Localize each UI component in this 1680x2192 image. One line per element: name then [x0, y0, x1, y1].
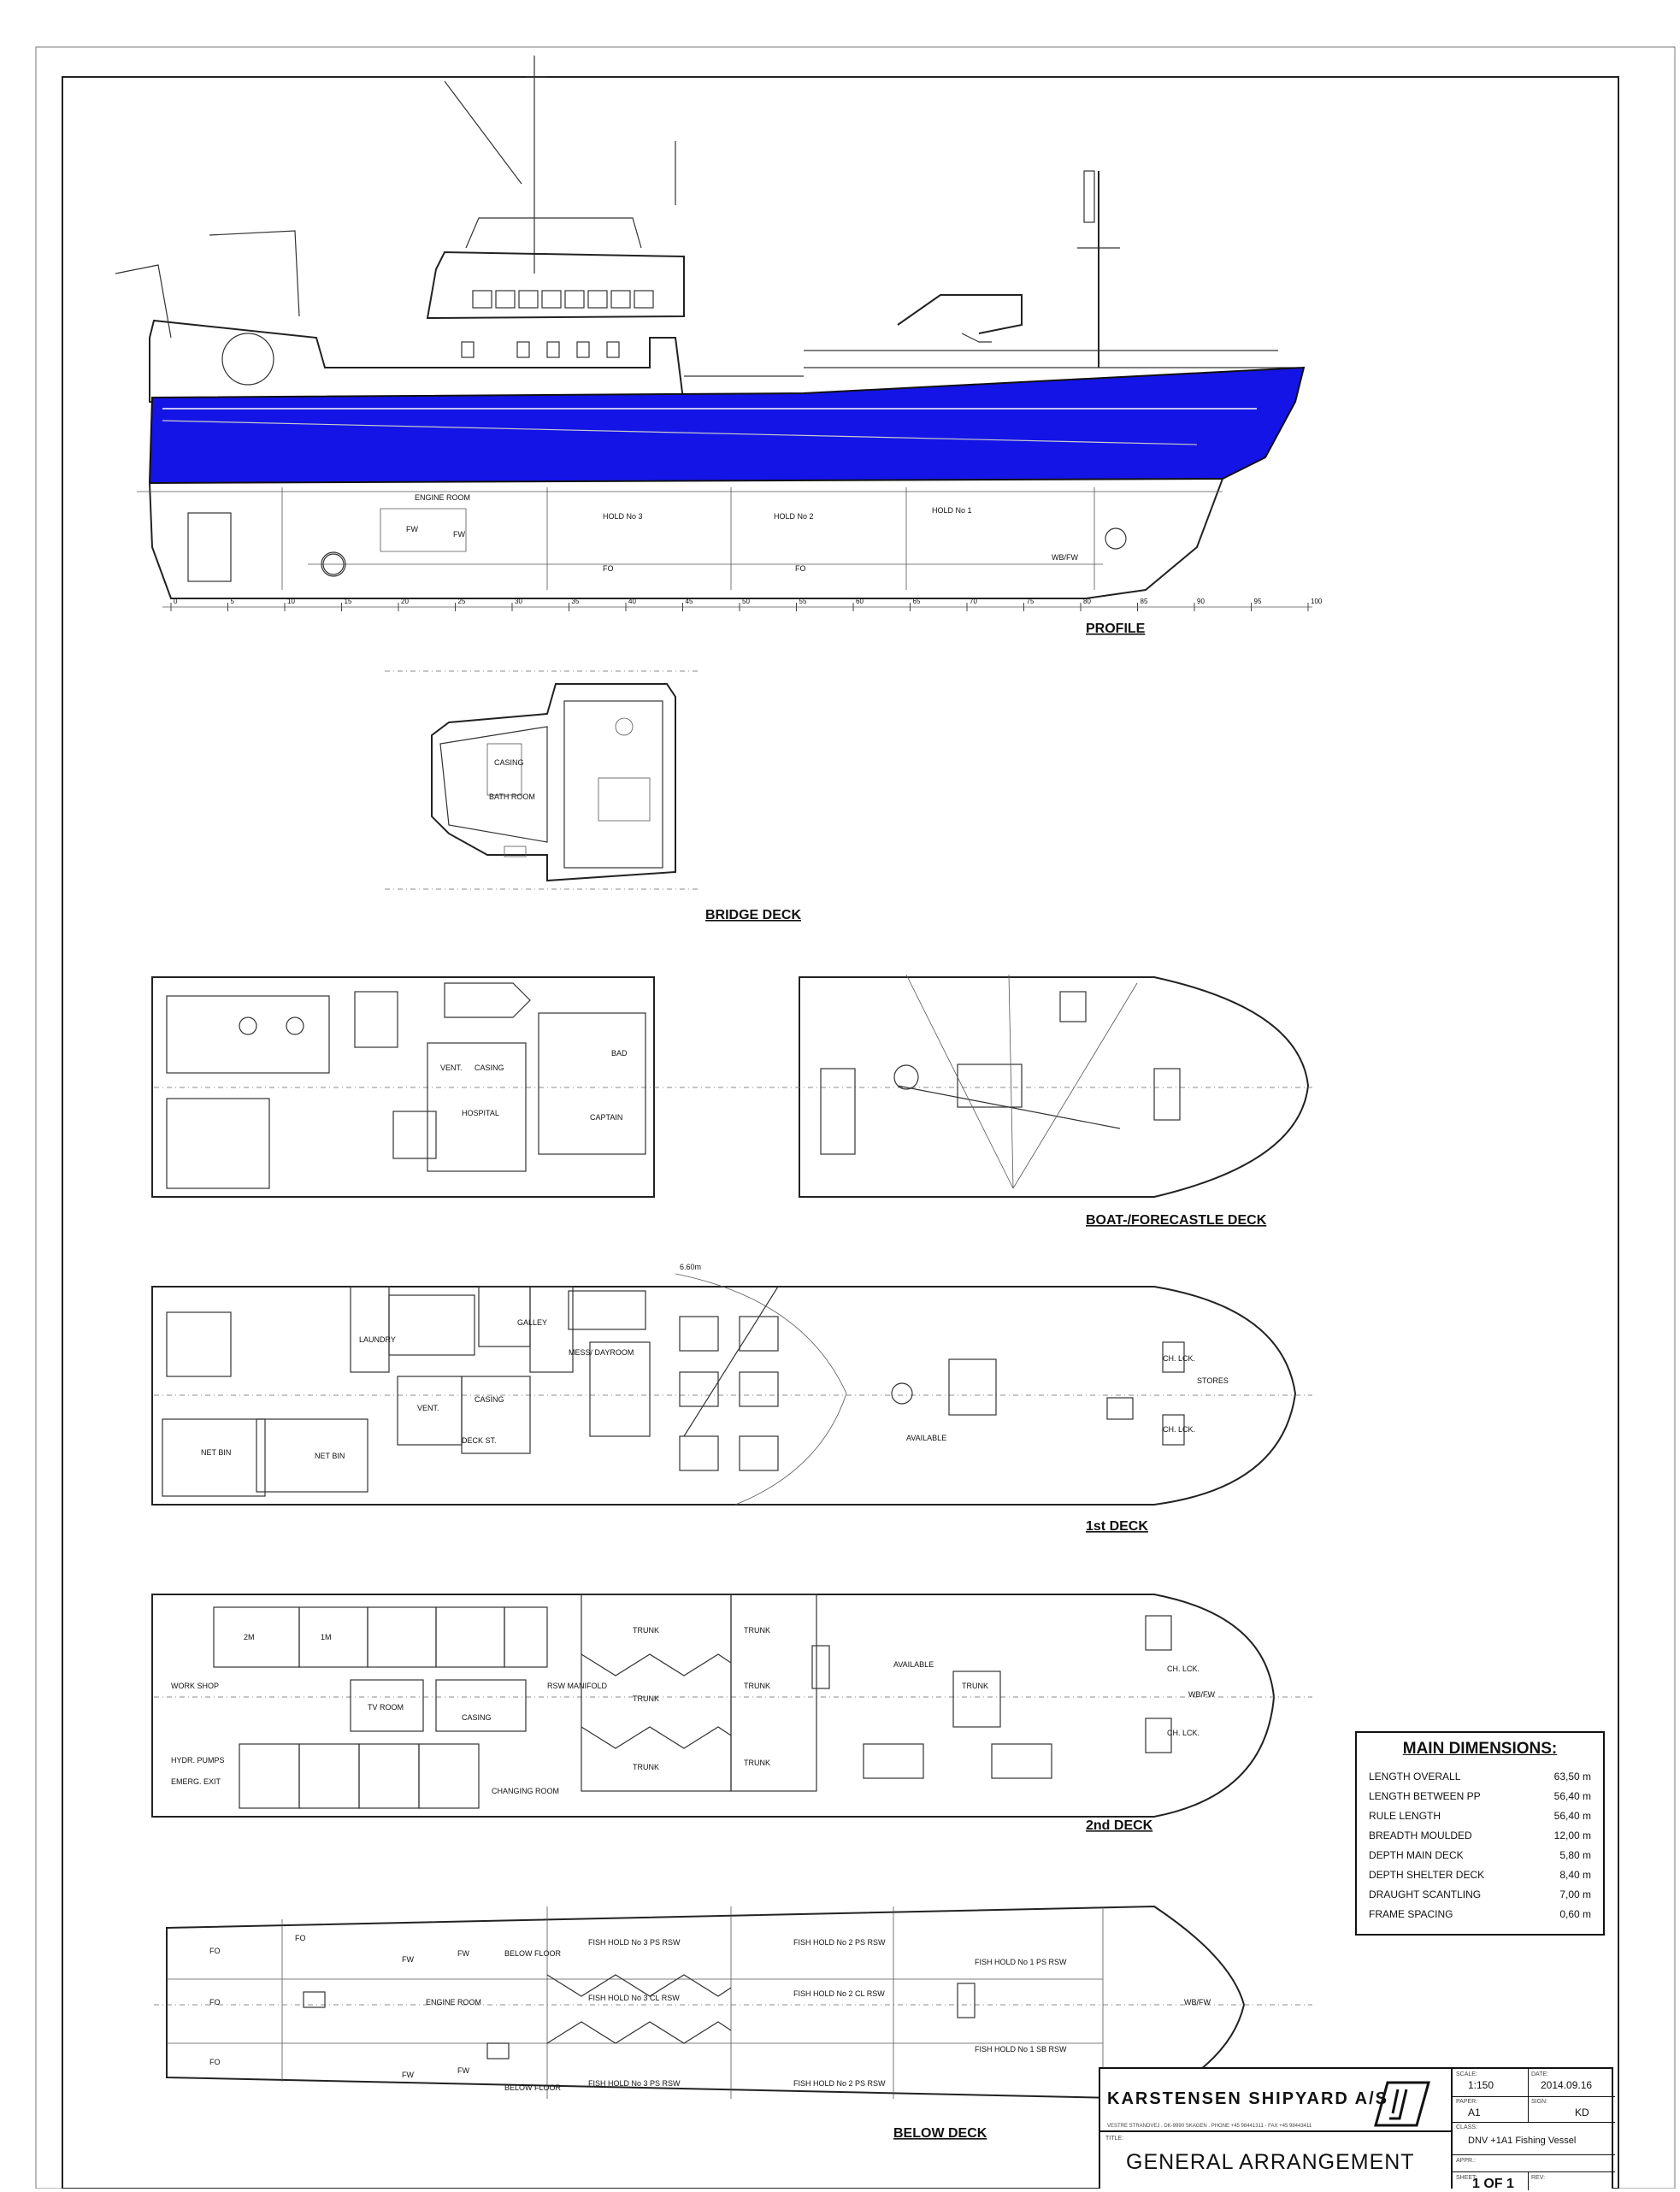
svg-text:FISH HOLD No 1 PS RSW: FISH HOLD No 1 PS RSW	[975, 1958, 1067, 1966]
svg-text:BELOW FLOOR: BELOW FLOOR	[504, 2083, 562, 2092]
view-title-below-deck: BELOW DECK	[893, 2126, 987, 2141]
svg-text:CH. LCK.: CH. LCK.	[1163, 1425, 1196, 1434]
label-engine-room: ENGINE ROOM	[415, 493, 471, 502]
svg-text:BAD: BAD	[611, 1049, 628, 1058]
svg-text:CAPTAIN: CAPTAIN	[590, 1113, 623, 1122]
dimension-row: LENGTH OVERALL 63,50 m	[1369, 1771, 1591, 1782]
sheet-value: 1 OF 1	[1472, 2177, 1514, 2191]
frame-tick-label: 10	[287, 598, 295, 605]
svg-text:EMERG. EXIT: EMERG. EXIT	[171, 1777, 221, 1786]
frame-tick-label: 95	[1253, 598, 1262, 605]
dimension-row: DEPTH MAIN DECK 5,80 m	[1369, 1849, 1591, 1861]
svg-text:FISH HOLD No 2 PS RSW: FISH HOLD No 2 PS RSW	[793, 1938, 886, 1947]
svg-text:TRUNK: TRUNK	[962, 1682, 988, 1690]
frame-tick-label: 30	[515, 598, 522, 605]
svg-text:TRUNK: TRUNK	[744, 1759, 770, 1767]
svg-text:AVAILABLE: AVAILABLE	[893, 1660, 934, 1669]
svg-text:HOLD No 3: HOLD No 3	[603, 512, 643, 521]
main-dimensions-table	[1355, 1731, 1605, 1936]
svg-text:CH. LCK.: CH. LCK.	[1167, 1729, 1200, 1737]
frame-tick-label: 45	[685, 598, 693, 605]
svg-text:FISH HOLD No 3 PS RSW: FISH HOLD No 3 PS RSW	[588, 2079, 681, 2088]
svg-text:FISH HOLD No 3 PS RSW: FISH HOLD No 3 PS RSW	[588, 1938, 681, 1947]
second-deck-view	[152, 1594, 1312, 1833]
svg-text:ENGINE ROOM: ENGINE ROOM	[426, 1998, 482, 2006]
frame-tick-label: 75	[1026, 598, 1035, 605]
svg-text:FW: FW	[457, 1949, 469, 1958]
svg-text:FISH HOLD No 3 CL RSW: FISH HOLD No 3 CL RSW	[588, 1994, 680, 2002]
svg-text:NET BIN: NET BIN	[201, 1448, 232, 1457]
svg-text:RSW MANIFOLD: RSW MANIFOLD	[547, 1682, 608, 1690]
first-deck-view	[152, 1263, 1312, 1534]
frame-tick-label: 35	[571, 598, 580, 605]
scale-value: 1:150	[1468, 2079, 1494, 2091]
frame-tick-label: 90	[1197, 598, 1205, 605]
dimension-row: DRAUGHT SCANTLING 7,00 m	[1369, 1889, 1591, 1900]
title-block: KARSTENSEN SHIPYARD A/S VESTRE STRANDVEJ . DK-9990 SKAGEN . PHONE +45 98441311 - FAX +45 98443411 TITLE: GENERAL ARRANGEMENT SCALE: 1:150 DATE: 2014.09.16 PAPER: A1 SIGN: KD CLASS: DNV +1A1 Fishing Vessel APPR.: SHEET: 1 OF 1 REV:	[1099, 2067, 1613, 2189]
divider	[1100, 2130, 1451, 2132]
paper-value: A1	[1468, 2107, 1481, 2118]
svg-text:HYDR. PUMPS: HYDR. PUMPS	[171, 1756, 225, 1765]
dimension-row: RULE LENGTH 56,40 m	[1369, 1810, 1591, 1822]
svg-text:6.60m: 6.60m	[680, 1263, 702, 1271]
svg-text:AVAILABLE: AVAILABLE	[906, 1434, 947, 1442]
hull-topside-blue	[150, 368, 1304, 483]
dimension-row: DEPTH SHELTER DECK 8,40 m	[1369, 1869, 1591, 1881]
svg-text:FISH HOLD No 2 CL RSW: FISH HOLD No 2 CL RSW	[793, 1989, 885, 1998]
svg-text:HOLD No 2: HOLD No 2	[774, 512, 814, 521]
svg-text:1M: 1M	[321, 1633, 332, 1641]
svg-text:FW: FW	[402, 1955, 414, 1964]
frame-tick-label: 25	[457, 598, 466, 605]
svg-text:FO: FO	[209, 1998, 221, 2006]
svg-text:DECK ST.: DECK ST.	[462, 1436, 497, 1445]
company-name: KARSTENSEN SHIPYARD A/S	[1107, 2089, 1389, 2108]
svg-text:BELOW FLOOR: BELOW FLOOR	[504, 1949, 562, 1958]
frame-tick-label: 0	[174, 598, 178, 605]
frame-tick-label: 70	[970, 598, 977, 605]
date-value: 2014.09.16	[1541, 2079, 1593, 2091]
frame-tick-label: 100	[1311, 598, 1323, 605]
svg-text:FO: FO	[209, 1947, 221, 1955]
dimension-row: BREADTH MOULDED 12,00 m	[1369, 1830, 1591, 1841]
frame-tick-label: 5	[230, 598, 234, 605]
frame-tick-label: 55	[799, 598, 807, 605]
svg-text:WB/FW: WB/FW	[1184, 1998, 1211, 2006]
svg-text:FISH HOLD No 2 PS RSW: FISH HOLD No 2 PS RSW	[793, 2079, 886, 2088]
frame-tick-label: 80	[1083, 598, 1091, 605]
svg-text:TV ROOM: TV ROOM	[368, 1703, 404, 1712]
company-address: VESTRE STRANDVEJ . DK-9990 SKAGEN . PHONE +45 98441311 - FAX +45 98443411	[1107, 2124, 1312, 2129]
frame-tick-label: 85	[1140, 598, 1148, 605]
frame-tick-label: 40	[628, 598, 636, 605]
main-dimensions-title: MAIN DIMENSIONS:	[1402, 1740, 1558, 1758]
svg-text:TRUNK: TRUNK	[744, 1626, 770, 1635]
svg-text:LAUNDRY: LAUNDRY	[359, 1335, 396, 1344]
svg-text:CASING: CASING	[494, 758, 524, 767]
svg-text:CASING: CASING	[475, 1395, 504, 1404]
frame-scale-ticks	[171, 598, 1323, 611]
svg-text:HOSPITAL: HOSPITAL	[462, 1109, 499, 1117]
frame-tick-label: 15	[344, 598, 352, 605]
svg-text:CASING: CASING	[475, 1064, 504, 1072]
view-title-profile: PROFILE	[1086, 622, 1146, 636]
bridge-deck-view	[385, 671, 801, 922]
svg-text:FO: FO	[603, 564, 614, 573]
svg-text:FISH HOLD No 1 SB RSW: FISH HOLD No 1 SB RSW	[975, 2045, 1067, 2054]
shipyard-logo-icon	[1372, 2079, 1432, 2129]
svg-text:TRUNK: TRUNK	[744, 1682, 770, 1690]
svg-text:BATH ROOM: BATH ROOM	[489, 793, 535, 801]
frame-tick-label: 20	[401, 598, 409, 605]
svg-text:2M: 2M	[244, 1633, 255, 1641]
svg-text:CASING: CASING	[462, 1713, 492, 1722]
view-title-boat-forecastle-deck: BOAT-/FORECASTLE DECK	[1086, 1213, 1267, 1228]
svg-text:HOLD No 1: HOLD No 1	[932, 506, 972, 515]
svg-text:VENT.: VENT.	[440, 1064, 463, 1072]
svg-text:STORES: STORES	[1197, 1376, 1229, 1385]
svg-text:FW: FW	[453, 530, 465, 539]
dimension-row: LENGTH BETWEEN PP 56,40 m	[1369, 1790, 1591, 1802]
svg-text:FO: FO	[795, 564, 806, 573]
svg-text:FW: FW	[406, 525, 418, 533]
svg-text:WORK SHOP: WORK SHOP	[171, 1682, 220, 1690]
frame-tick-label: 65	[912, 598, 921, 605]
svg-text:TRUNK: TRUNK	[633, 1763, 659, 1771]
drawing-title: GENERAL ARRANGEMENT	[1126, 2150, 1415, 2174]
dimension-row: FRAME SPACING 0,60 m	[1369, 1908, 1591, 1920]
svg-text:FO: FO	[209, 2058, 221, 2066]
svg-text:TRUNK: TRUNK	[633, 1694, 659, 1703]
svg-text:TRUNK: TRUNK	[633, 1626, 659, 1635]
svg-text:WB/FW: WB/FW	[1052, 553, 1078, 562]
svg-text:FW: FW	[457, 2066, 469, 2075]
svg-text:CH. LCK.: CH. LCK.	[1163, 1354, 1196, 1363]
svg-text:GALLEY: GALLEY	[517, 1318, 548, 1327]
svg-text:CH. LCK.: CH. LCK.	[1167, 1665, 1200, 1673]
svg-text:VENT.: VENT.	[417, 1404, 439, 1412]
frame-tick-label: 60	[856, 598, 864, 605]
class-value: DNV +1A1 Fishing Vessel	[1468, 2136, 1577, 2146]
svg-text:WB/FW: WB/FW	[1188, 1690, 1215, 1699]
svg-text:FO: FO	[295, 1934, 306, 1942]
profile-view	[115, 56, 1323, 636]
svg-text:FW: FW	[402, 2071, 414, 2079]
svg-text:MESS/ DAYROOM: MESS/ DAYROOM	[569, 1348, 634, 1357]
svg-text:NET BIN: NET BIN	[315, 1452, 345, 1460]
view-title-first-deck: 1st DECK	[1086, 1519, 1148, 1534]
frame-tick-label: 50	[742, 598, 750, 605]
view-title-bridge-deck: BRIDGE DECK	[705, 908, 802, 922]
view-title-second-deck: 2nd DECK	[1086, 1818, 1153, 1833]
svg-text:CHANGING ROOM: CHANGING ROOM	[492, 1787, 560, 1795]
sign-value: KD	[1575, 2107, 1589, 2118]
boat-forecastle-deck-view	[152, 975, 1312, 1228]
